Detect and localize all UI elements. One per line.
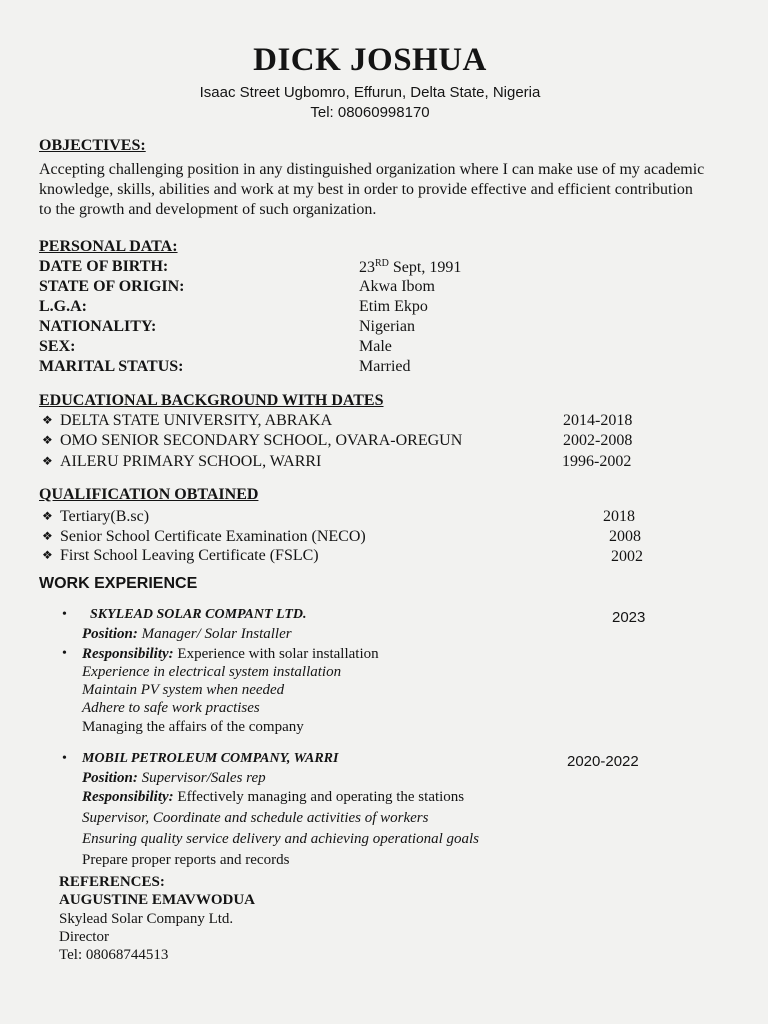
job-responsibility [82, 789, 464, 806]
position-label: Position: [82, 626, 138, 642]
qualification-item [42, 508, 149, 526]
reference-company: Skylead Solar Company Ltd. [59, 911, 234, 927]
reference-name: AUGUSTINE EMAVWODUA [59, 892, 255, 908]
school-name: AILERU PRIMARY SCHOOL, WARRI [60, 453, 322, 470]
job-position [82, 770, 266, 787]
responsibility-first: Effectively managing and operating the stations [173, 789, 465, 805]
company-name: MOBIL PETROLEUM COMPANY, WARRI [82, 751, 339, 766]
marital-value: Married [359, 358, 411, 375]
diamond-bullet-icon: ❖ [42, 529, 53, 543]
qualification-item [42, 528, 366, 546]
qualification-year: 2002 [611, 548, 643, 565]
position-value: Manager/ Solar Installer [137, 626, 292, 642]
responsibility-line: Managing the affairs of the company [82, 719, 304, 735]
marital-label: MARITAL STATUS: [39, 358, 184, 375]
responsibility-line: Experience in electrical system installation [82, 664, 342, 680]
dob-label: DATE OF BIRTH: [39, 258, 169, 275]
lga-value: Etim Ekpo [359, 298, 428, 315]
nationality-label: NATIONALITY: [39, 318, 157, 335]
bullet-icon: • [62, 646, 67, 661]
dob-value [359, 258, 461, 277]
responsibility-label: Responsibility: [82, 646, 174, 662]
diamond-bullet-icon: ❖ [42, 413, 53, 427]
responsibility-line: Prepare proper reports and records [82, 852, 290, 868]
address: Isaac Street Ugbomro, Effurun, Delta State, Nigeria [199, 84, 541, 101]
nationality-value: Nigerian [359, 318, 415, 335]
education-heading: EDUCATIONAL BACKGROUND WITH DATES [39, 392, 384, 409]
dob-suffix: RD [375, 258, 389, 269]
school-name: DELTA STATE UNIVERSITY, ABRAKA [60, 412, 333, 429]
state-label: STATE OF ORIGIN: [39, 278, 185, 295]
references-heading: REFERENCES: [59, 874, 165, 890]
company-name: SKYLEAD SOLAR COMPANT LTD. [90, 607, 307, 622]
state-value: Akwa Ibom [359, 278, 435, 295]
personal-data-heading: PERSONAL DATA: [39, 238, 178, 255]
job-year: 2023 [612, 609, 646, 626]
job-position [82, 626, 292, 643]
dob-rest: Sept, 1991 [388, 259, 462, 276]
lga-label: L.G.A: [39, 298, 87, 315]
diamond-bullet-icon: ❖ [42, 548, 53, 562]
reference-phone: Tel: 08068744513 [59, 947, 169, 963]
school-name: OMO SENIOR SECONDARY SCHOOL, OVARA-OREGUN [60, 432, 463, 449]
work-heading: WORK EXPERIENCE [39, 575, 198, 592]
qualification-name: Tertiary(B.sc) [60, 508, 150, 525]
job-year: 2020-2022 [567, 753, 639, 770]
responsibility-label: Responsibility: [82, 789, 174, 805]
qualification-name: First School Leaving Certificate (FSLC) [60, 547, 319, 564]
bullet-icon: • [62, 607, 67, 622]
objectives-text: Accepting challenging position in any distinguished organization where I can make use of my academic knowledge, skills, abilities and work at my best in order to provide effective and efficient contribution to the growth and development of such organization. [39, 161, 705, 218]
reference-title: Director [59, 929, 109, 945]
phone: Tel: 08060998170 [310, 104, 430, 121]
qualification-year: 2008 [609, 528, 641, 545]
education-item [42, 453, 321, 471]
job-responsibility [82, 646, 379, 663]
qualification-name: Senior School Certificate Examination (NECO) [60, 528, 366, 545]
sex-label: SEX: [39, 338, 76, 355]
responsibility-line: Supervisor, Coordinate and schedule activities of workers [82, 810, 429, 826]
school-dates: 1996-2002 [562, 453, 632, 470]
qualification-heading: QUALIFICATION OBTAINED [39, 486, 259, 503]
school-dates: 2014-2018 [563, 412, 633, 429]
resume-name: DICK JOSHUA [253, 42, 487, 78]
sex-value: Male [359, 338, 392, 355]
responsibility-line: Maintain PV system when needed [82, 682, 285, 698]
position-value: Supervisor/Sales rep [137, 770, 266, 786]
responsibility-line: Adhere to safe work practises [82, 700, 260, 716]
education-item [42, 432, 462, 450]
objectives-heading: OBJECTIVES: [39, 137, 146, 154]
qualification-year: 2018 [603, 508, 635, 525]
bullet-icon: • [62, 751, 67, 766]
diamond-bullet-icon: ❖ [42, 509, 53, 523]
diamond-bullet-icon: ❖ [42, 454, 53, 468]
education-item [42, 412, 332, 430]
qualification-item [42, 547, 319, 565]
diamond-bullet-icon: ❖ [42, 433, 53, 447]
dob-day: 23 [359, 259, 375, 276]
responsibility-first: Experience with solar installation [173, 646, 379, 662]
position-label: Position: [82, 770, 138, 786]
responsibility-line: Ensuring quality service delivery and achieving operational goals [82, 831, 480, 847]
school-dates: 2002-2008 [563, 432, 633, 449]
